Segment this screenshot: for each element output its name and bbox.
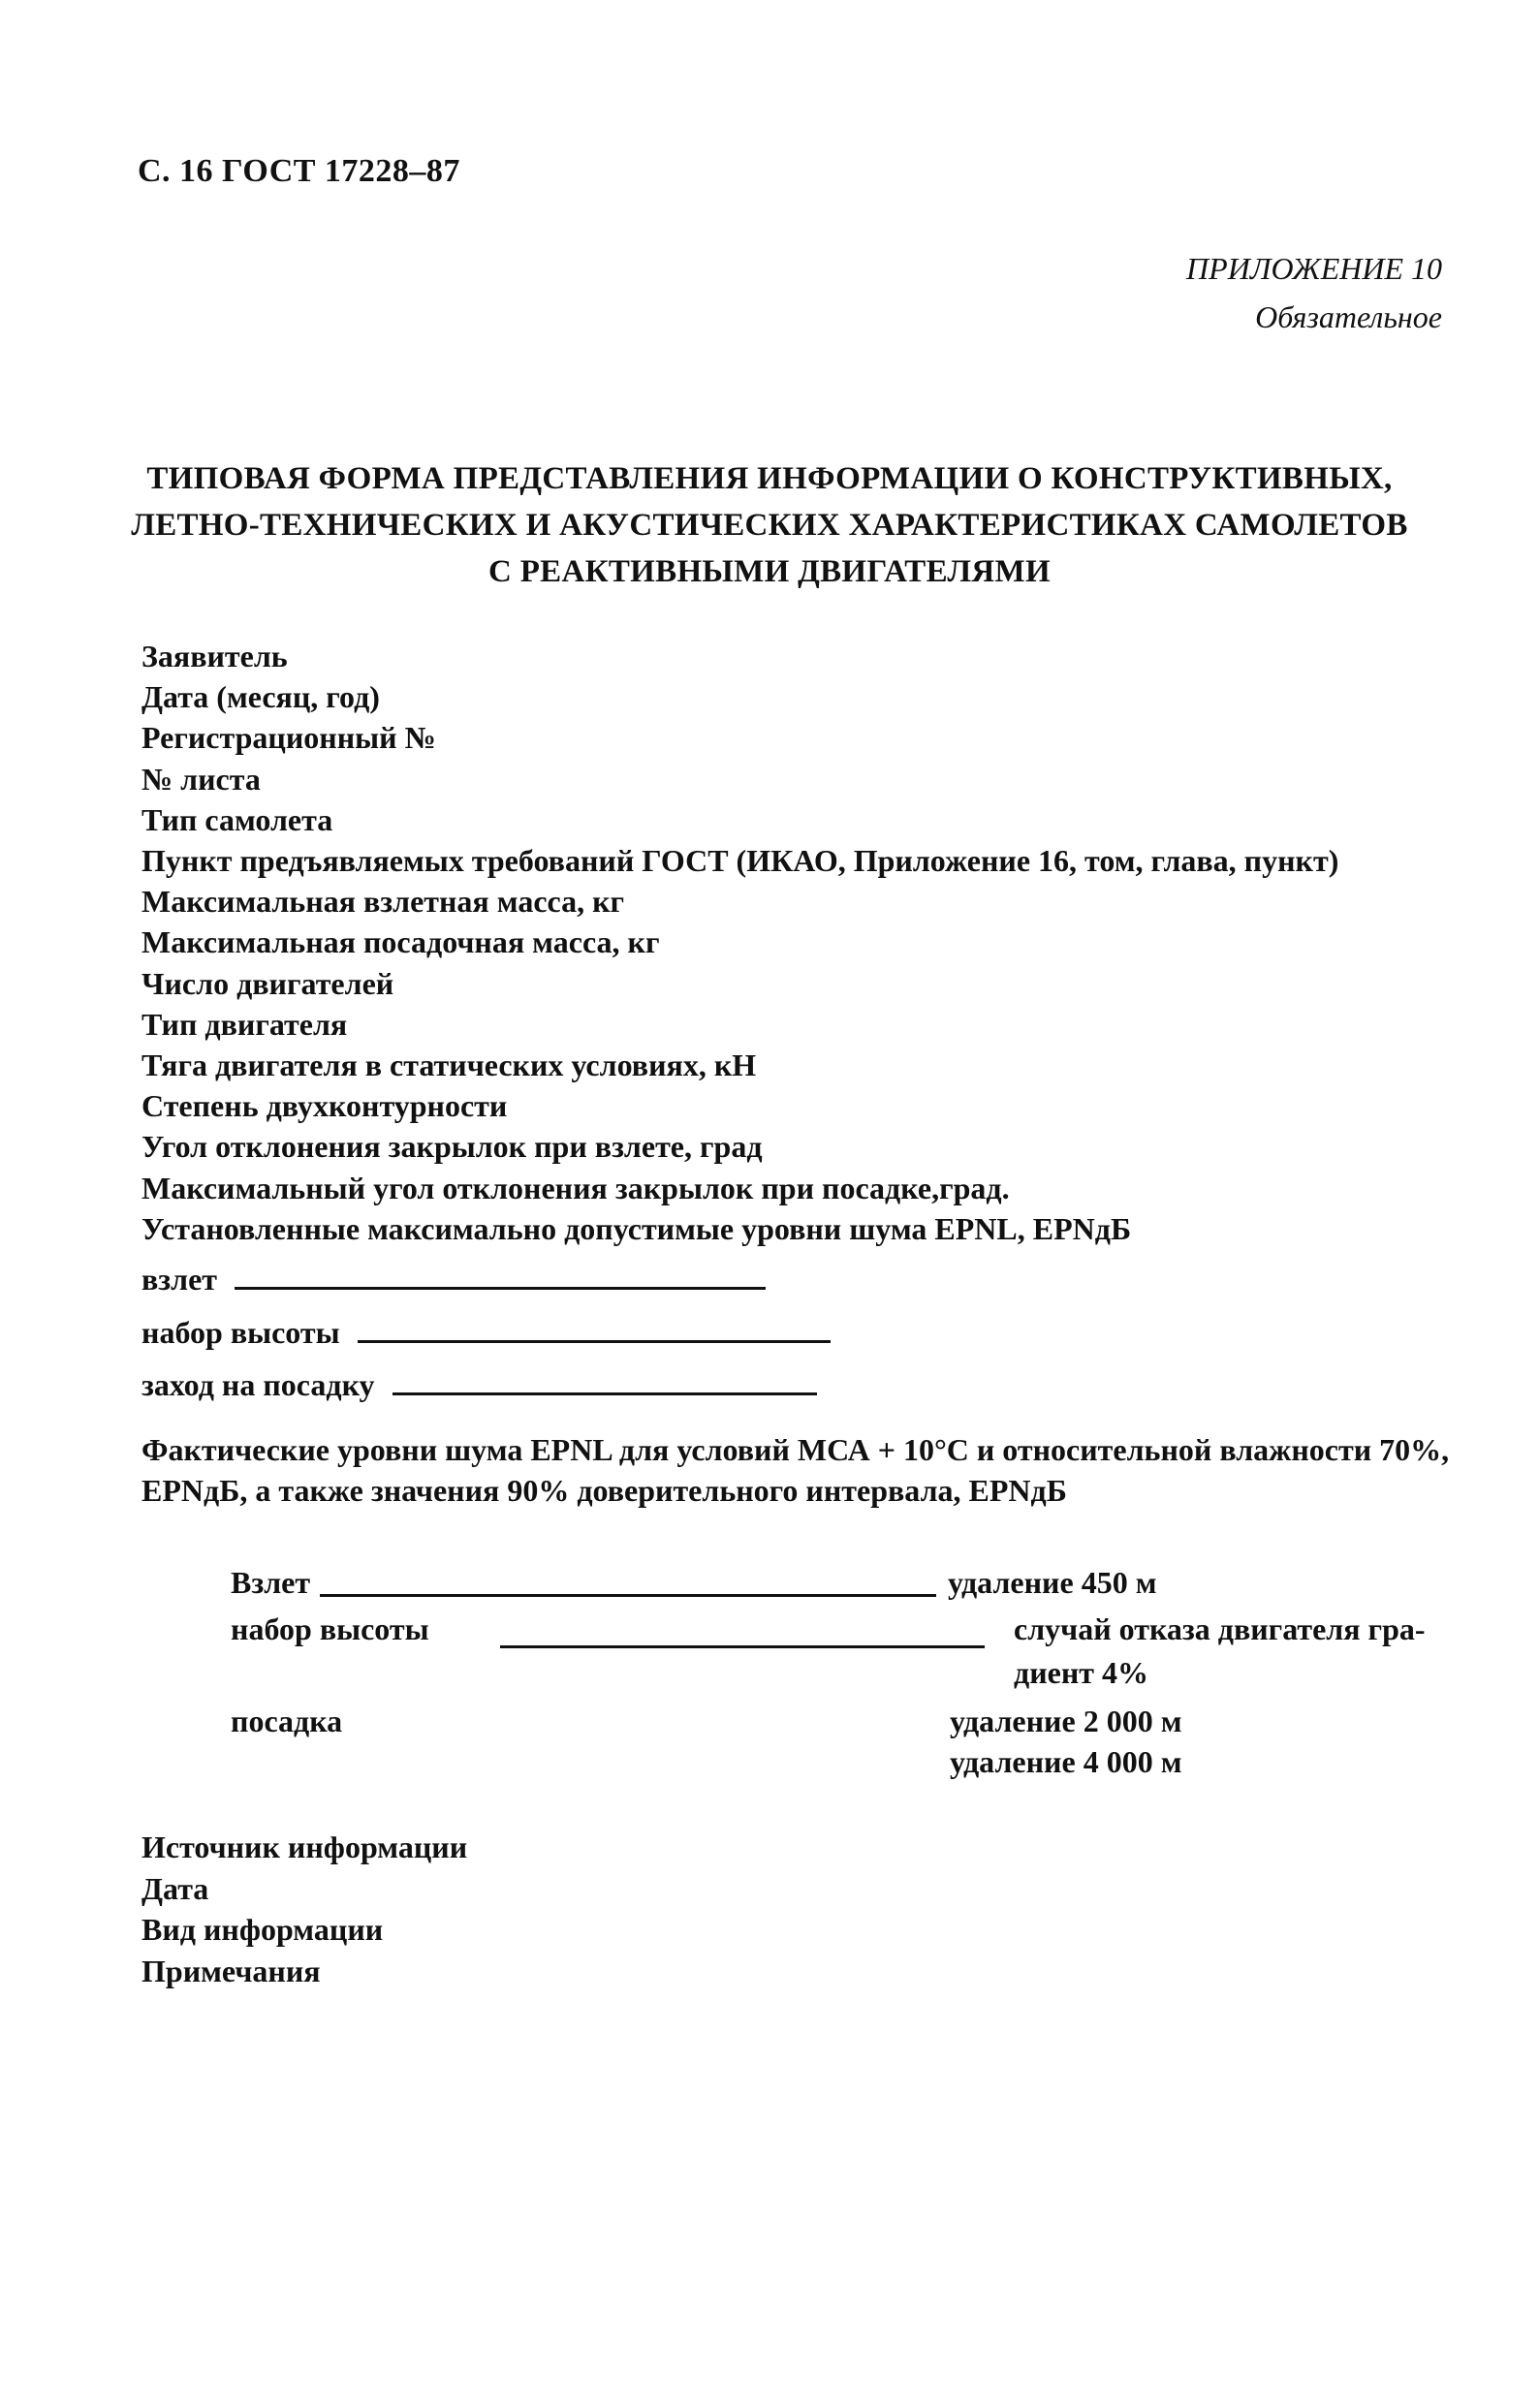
actual-takeoff-blank[interactable] [320,1594,936,1597]
actual-takeoff-label: Взлет [231,1565,311,1600]
document-title [97,455,1442,595]
field-engine-type: Тип двигателя [141,1006,348,1042]
actual-landing-label: посадка [231,1704,343,1738]
title-line-1: ТИПОВАЯ ФОРМА ПРЕДСТАВЛЕНИЯ ИНФОРМАЦИИ О КОНСТРУКТИВНЫХ, [146,461,1393,496]
footer-info-source: Источник информации [141,1829,468,1864]
actual-landing-note-2: удаление 4 000 м [950,1744,1182,1779]
permitted-climb-blank[interactable] [358,1340,831,1343]
actual-climb-note-2: диент 4% [1014,1655,1148,1690]
field-bypass-ratio: Степень двухконтурности [141,1088,508,1124]
field-engine-thrust: Тяга двигателя в статических условиях, кН [141,1048,757,1083]
field-flap-angle-landing: Максимальный угол отклонения закрылок при посадке,град. [141,1170,1010,1205]
footer-info-type: Вид информации [141,1912,384,1947]
permitted-climb-row [141,1315,831,1351]
actual-takeoff-note: удаление 450 м [948,1565,1157,1600]
permitted-approach-row [141,1367,817,1403]
field-aircraft-type: Тип самолета [141,801,333,837]
field-max-landing-mass: Максимальная посадочная масса, кг [141,924,660,960]
field-requirements-clause: Пункт предъявляемых требований ГОСТ (ИКАО, Приложение 16, том, глава, пункт) [141,843,1339,879]
title-line-2: ЛЕТНО-ТЕХНИЧЕСКИХ И АКУСТИЧЕСКИХ ХАРАКТЕРИСТИКАХ САМОЛЕТОВ [131,508,1408,543]
field-flap-angle-takeoff: Угол отклонения закрылок при взлете, град [141,1129,763,1165]
permitted-approach-label: заход на посадку [141,1367,375,1402]
field-sheet-number: № листа [141,761,261,797]
field-engine-count: Число двигателей [141,965,394,1001]
appendix-label: ПРИЛОЖЕНИЕ 10 [1186,251,1442,286]
field-max-takeoff-mass: Максимальная взлетная масса, кг [141,884,625,920]
footer-fields [141,1827,467,1991]
actual-levels-paragraph: Фактические уровни шума EPNL для условий МСА + 10°С и относительной влажности 70%, EPNдБ, а также значения 90% доверительного интервала, EPNдБ [141,1432,1450,1508]
permitted-climb-label: набор высоты [141,1315,340,1350]
permitted-approach-blank[interactable] [393,1392,817,1395]
field-registration-number: Регистрационный № [141,720,436,756]
appendix-block [1186,244,1442,341]
permitted-takeoff-blank[interactable] [235,1287,766,1290]
field-date: Дата (месяц, год) [141,679,380,715]
footer-notes: Примечания [141,1953,321,1988]
actual-climb-label: набор высоты [231,1611,429,1646]
permitted-takeoff-row [141,1262,766,1298]
permitted-takeoff-label: взлет [141,1262,218,1297]
actual-climb-blank[interactable] [500,1645,985,1648]
field-permitted-noise-levels: Установленные максимально допустимые уровни шума EPNL, EPNдБ [141,1210,1132,1246]
appendix-status: Обязательное [1255,299,1442,334]
actual-climb-note-1: случай отказа двигателя гра- [1014,1611,1426,1646]
actual-landing-note-1: удаление 2 000 м [950,1704,1182,1738]
page-header: С. 16 ГОСТ 17228–87 [138,153,460,189]
title-line-3: С РЕАКТИВНЫМИ ДВИГАТЕЛЯМИ [488,554,1051,589]
form-fields-list [141,636,1338,1249]
footer-date: Дата [141,1870,209,1906]
field-applicant: Заявитель [141,639,288,673]
